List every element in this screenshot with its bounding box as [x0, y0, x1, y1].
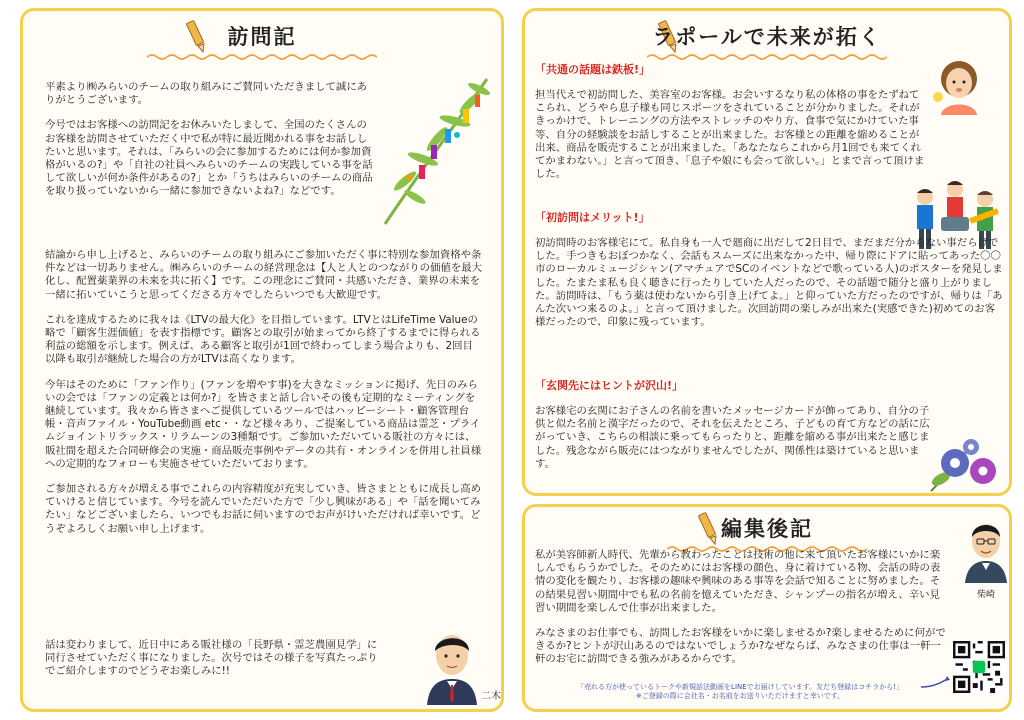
visit-paragraph: これを達成するために我々は《LTVの最大化》を目指しています。LTVとはLifeTime Valueの略で「顧客生涯価値」を表す指標です。顧客との取引が始まってから終了するまでに得られる利益の総額を示します。例えば、ある顧客と取引が1回で終わってしまう場合よりも、2回目以降も取引が継続した場合の方がLTVは高くなります。: [45, 313, 481, 366]
visit-panel: [20, 8, 504, 712]
bamboo-decoration-icon: [375, 69, 499, 229]
visit-paragraph: 結論から申し上げると、みらいのチームの取り組みにご参加いただく事に特別な参加資格や条件などは一切ありません。㈱みらいのチームの経営理念は【人と人とのつながりの価値を最大化し、配置薬業界の未来を共に拓く】です。この理念にご賛同・共感いただき、業界の未来を一緒に拓いていこうと思ってくださる方々でしたらいつでも大歓迎です。: [45, 249, 483, 301]
rapport-title: ラポールで未来が拓く: [652, 25, 882, 49]
qr-caption: [555, 683, 925, 701]
rapport-body-1: [535, 63, 925, 193]
visit-paragraph: 話は変わりまして、近日中にある販社様の「長野県・霊芝農園見学」に同行させていただく事になりました。次号ではその様子を写真たっぷりでご紹介しますのでどうぞお楽しみに!!: [45, 639, 378, 678]
editor-paragraph: 私が美容師新人時代、先輩から教わったことは技術の他に来て頂いたお客様にいかに楽しんでもらうかでした。そのためにはお客様の顔色、身に着けている物、会話の時の表情の変化を観たり、お客様の趣味や興味のある事等を会話で知ることに努めました。その結果見習い期間中でも私の名前を憶えていただき、シャンプーの指名が増え、辛い見習い期間を楽しんで仕事が出来ました。: [535, 549, 941, 614]
title-underline-wave: [647, 53, 887, 61]
qr-caption-line-1: 「売れる方が使っているトークや新規話法動画をLINEでお届けしています。友だち登録はコチラから!」: [577, 683, 903, 691]
line-qr-code-icon[interactable]: [953, 641, 1005, 693]
rapport-body-2: [535, 211, 1003, 341]
rapport-panel: [522, 8, 1012, 496]
rapport-section-text: お客様宅の玄関にお子さんの名前を書いたメッセージカードが飾ってあり、自分の子供と似た名前と漢字だったので、それを伝えたところ、子どもの育て方などの話に広がっていき、こちらの相談に乗ってもらったりと、距離を縮める事が出来たと感じました。残念ながら販売にはつながりませんでしたが、関係性は築けていると思います。: [535, 405, 930, 470]
visit-body-end: [45, 639, 385, 691]
arrow-icon: [921, 675, 951, 689]
editor-panel: [522, 504, 1012, 712]
editor-signature: 柴崎: [977, 590, 996, 600]
rapport-section-heading: 「玄関先にはヒントが沢山!」: [535, 379, 684, 392]
rapport-section-heading: 「初訪問はメリット!」: [535, 211, 650, 224]
visit-title: 訪問記: [227, 25, 297, 49]
visit-signature: 二木: [481, 691, 501, 702]
editor-portrait-icon: [963, 513, 1009, 583]
visit-body: [45, 81, 377, 211]
editor-body: [535, 549, 947, 679]
visit-paragraph: 今年はそのために「ファン作り」(ファンを増やす事)を大きなミッションに掲げ、先日のみらいの会では「ファンの定義とは何か?」を皆さまと話し合いその後も定期的なミーティングを継続しています。我々から皆さまへご提供しているツールではハッピーシート・顧客管理台帳・音声ファイル・YouTube動画 etc・・など様々あり、ご提案している商品は霊芝・プライムジョイントリラックス・リラムーンの3種類です。ご参加いただいている販社の方々には、販社間を超えた合同研修会の実施・商品販売事例やデータの共有・オンラインを併用し社員様への定期的なフォローも実施させていただいております。: [45, 378, 482, 470]
visit-paragraph: 今号ではお客様への訪問記をお休みいたしまして、全国のたくさんのお客様を訪問させていただく中で私が特に最近聞かれる事をお話ししたいと思います。それは、「みらいの会に参加するためには何か参加資格がいるの?」や「自社の社員へみらいのチームの実践している事を話して欲しいが何か条件があるの?」とか「うちはみらいのチームの商品を取り扱っていないから一緒に参加できないよね?」などです。: [45, 119, 373, 198]
editor-title: 編集後記: [721, 517, 813, 541]
morning-glory-icon: [927, 435, 1007, 493]
visit-paragraph: ご参加される方々が増える事でこれらの内容精度が充実していき、皆さまとともに成長し高めていけると信じています。今号を読んでいただいた方で「少し興味がある」や「話を聞いてみたい」などございましたら、いつでもお話に伺いますのでお声がけいただければ幸いです。どうぞよろしくお願い申し上げます。: [45, 483, 481, 535]
rapport-section-heading: 「共通の話題は鉄板!」: [535, 63, 651, 76]
editor-paragraph: みなさまのお仕事でも、訪問したお客様をいかに楽しませるか?楽しませるために何ができるか?ヒントが沢山あるのではないでしょうか?なぜならば、みなさまの仕事は一軒一軒のお宅に訪問できる強みがあるからです。: [535, 627, 946, 666]
visit-body-lower: [45, 249, 483, 548]
woman-illustration-icon: [929, 53, 989, 115]
rapport-section-text: 担当代えで初訪問した、美容室のお客様。お会いするなり私の体格の事をたずねてこられ、どうやら息子様も同じスポーツをされていることが分かりました。それがきっかけで、トレーニングの方法やストレッチのやり方、食事で気にかけていた事等、自分の経験談をお話しすることが出来ました。お客様との距離を縮めることが出来、商品を販売することが出来ました。「あなたならこれから月1回でも来てくれてかまわない。」と言って頂き、「息子や娘にも会って欲しい。」とまで言って頂けました。: [535, 89, 925, 181]
qr-caption-line-2: ※ご登録の際に会社名・お名前をお送りいただけますと幸いです。: [635, 692, 845, 700]
author-portrait-icon: [423, 625, 481, 705]
visit-paragraph: 平素より㈱みらいのチームの取り組みにご賛同いただきまして誠にありがとうございます。: [45, 81, 368, 107]
rapport-section-text: 初訪問時のお客様宅にて。私自身も一人で廻商に出だして2日目で、まだまだ分からない事だらけでした。手つきもおぼつかなく、会話もスムーズに出来なかった中、帰り際にドアに貼ってあった〇〇市のローカルミュージシャン(アマチュアでSCのイベントなどで歌っている人)のポスターを発見しました。たまたま私も良く聴きに行ったりしていた人だったので、その話題で随分と盛り上がりました。訪問時は、「もう薬は使わないから引き上げてよ。」と仰っていた方だったのですが、帰りは「あんた次いつ来るのよ。」と言って頂けました。次回訪問の楽しみが出来た(実感できた)初めてのお客様だったので、印象に残っています。: [535, 237, 1003, 329]
title-underline-wave: [147, 53, 377, 61]
